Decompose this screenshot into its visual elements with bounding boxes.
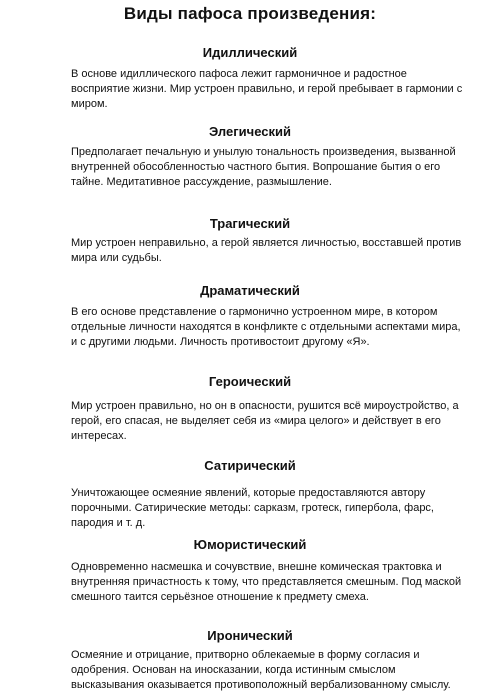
section-heading-humorous: Юмористический xyxy=(193,537,307,552)
section-heading-idyllic: Идиллический xyxy=(202,45,298,60)
section-text-ironic: Осмеяние и отрицание, притворно облекаемые в форму согласия и одобрения. Основан на иносказании, когда истинным смыслом высказывания оказывается противоположный вербализованному смыслу. xyxy=(71,649,451,691)
section-text-humorous: Одновременно насмешка и сочувствие, внешне комическая трактовка и внутренняя причастность к тому, что представляется смешным. Под маской смешного таится серьёзное отношение к предмету смеха. xyxy=(71,561,462,603)
section-text-heroic: Мир устроен правильно, но он в опасности, рушится всё мироустройство, а герой, его спасая, не выделяет себя из «мира целого» и действует в его интересах. xyxy=(71,400,459,442)
section-heading-dramatic: Драматический xyxy=(200,283,300,298)
section-heading-elegiac: Элегический xyxy=(209,124,291,139)
section-heading-satirical: Сатирический xyxy=(204,458,296,473)
section-text-elegiac: Предполагает печальную и унылую тональность произведения, вызванной внутренней обособленностью частного бытия. Вопрошание бытия о его тайне. Медитативное рассуждение, размышление. xyxy=(71,146,456,188)
section-text-tragic: Мир устроен неправильно, а герой является личностью, восставшей против мира или судьбы. xyxy=(71,237,462,264)
section-text-dramatic: В его основе представление о гармонично устроенном мире, в котором отдельные личности находятся в конфликте с отдельными аспектами мира, и с другими людьми. Личность противостоит другому «Я». xyxy=(71,306,461,348)
section-heading-ironic: Иронический xyxy=(207,628,293,643)
section-heading-heroic: Героический xyxy=(208,374,292,389)
section-heading-tragic: Трагический xyxy=(209,216,291,231)
section-text-satirical: Уничтожающее осмеяние явлений, которые предоставляются автору порочными. Сатирические методы: сарказм, гротеск, гипербола, фарс, пародия и т. д. xyxy=(71,487,434,529)
section-text-idyllic: В основе идиллического пафоса лежит гармоничное и радостное восприятие жизни. Мир устроен правильно, и герой пребывает в гармонии с миром. xyxy=(71,68,463,110)
page-title: Виды пафоса произведения: xyxy=(123,4,377,23)
